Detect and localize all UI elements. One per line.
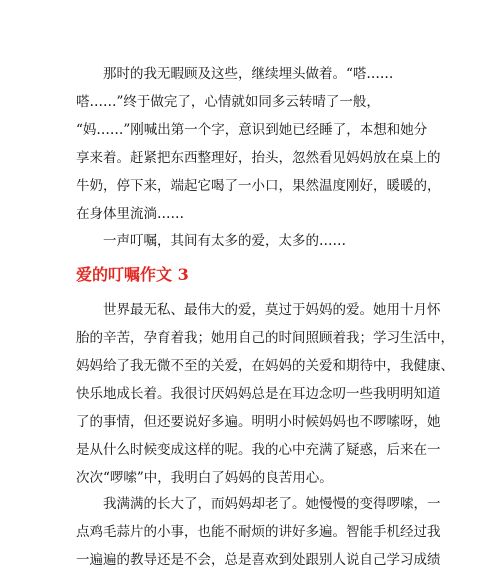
text-line: 享来着。赶紧把东西整理好，抬头，忽然看见妈妈放在桌上的 xyxy=(76,150,441,166)
text-line: 了的事情，但还要说好多遍。明明小时候妈妈也不啰嗦呀，她 xyxy=(76,414,441,430)
text-line: 在身体里流淌…… xyxy=(76,206,184,222)
text-line: 点鸡毛蒜片的小事，也能不耐烦的讲好多遍。智能手机经过我 xyxy=(76,524,441,540)
text-line: 我满满的长大了，而妈妈却老了。她慢慢的变得啰嗦，一 xyxy=(76,496,441,512)
paragraph-4 xyxy=(76,490,441,574)
text-line: 妈妈给了我无微不至的关爱，在妈妈的关爱和期待中，我健康、 xyxy=(76,358,454,374)
text-line: 一遍遍的教导还是不会，总是喜欢到处跟别人说自己学习成绩 xyxy=(76,552,441,568)
paragraph-2 xyxy=(76,227,428,255)
text-line: 那时的我无暇顾及这些，继续埋头做着。“嗒…… xyxy=(76,66,394,82)
text-line: 嗒……”终于做完了，心情就如同多云转晴了一般， xyxy=(76,94,380,110)
paragraph-1 xyxy=(76,60,441,228)
section-heading: 爱的叮嘱作文 3 xyxy=(76,265,189,284)
text-line: 次次“啰嗦”中，我明白了妈妈的良苦用心。 xyxy=(76,470,333,486)
paragraph-3 xyxy=(76,296,454,492)
text-line: 牛奶，停下来，端起它喝了一小口，果然温度刚好，暖暖的， xyxy=(76,178,441,194)
text-line: 是从什么时候变成这样的呢。我的心中充满了疑惑，后来在一 xyxy=(76,442,441,458)
text-line: 一声叮嘱，其间有太多的爱，太多的…… xyxy=(76,233,346,249)
text-line: “妈……”刚喊出第一个字，意识到她已经睡了，本想和她分 xyxy=(76,122,428,138)
text-line: 快乐地成长着。我很讨厌妈妈总是在耳边念叨一些我明明知道 xyxy=(76,386,441,402)
text-line: 世界最无私、最伟大的爱，莫过于妈妈的爱。她用十月怀 xyxy=(76,302,441,318)
text-line: 胎的辛苦，孕育着我；她用自己的时间照顾着我；学习生活中， xyxy=(76,330,454,346)
